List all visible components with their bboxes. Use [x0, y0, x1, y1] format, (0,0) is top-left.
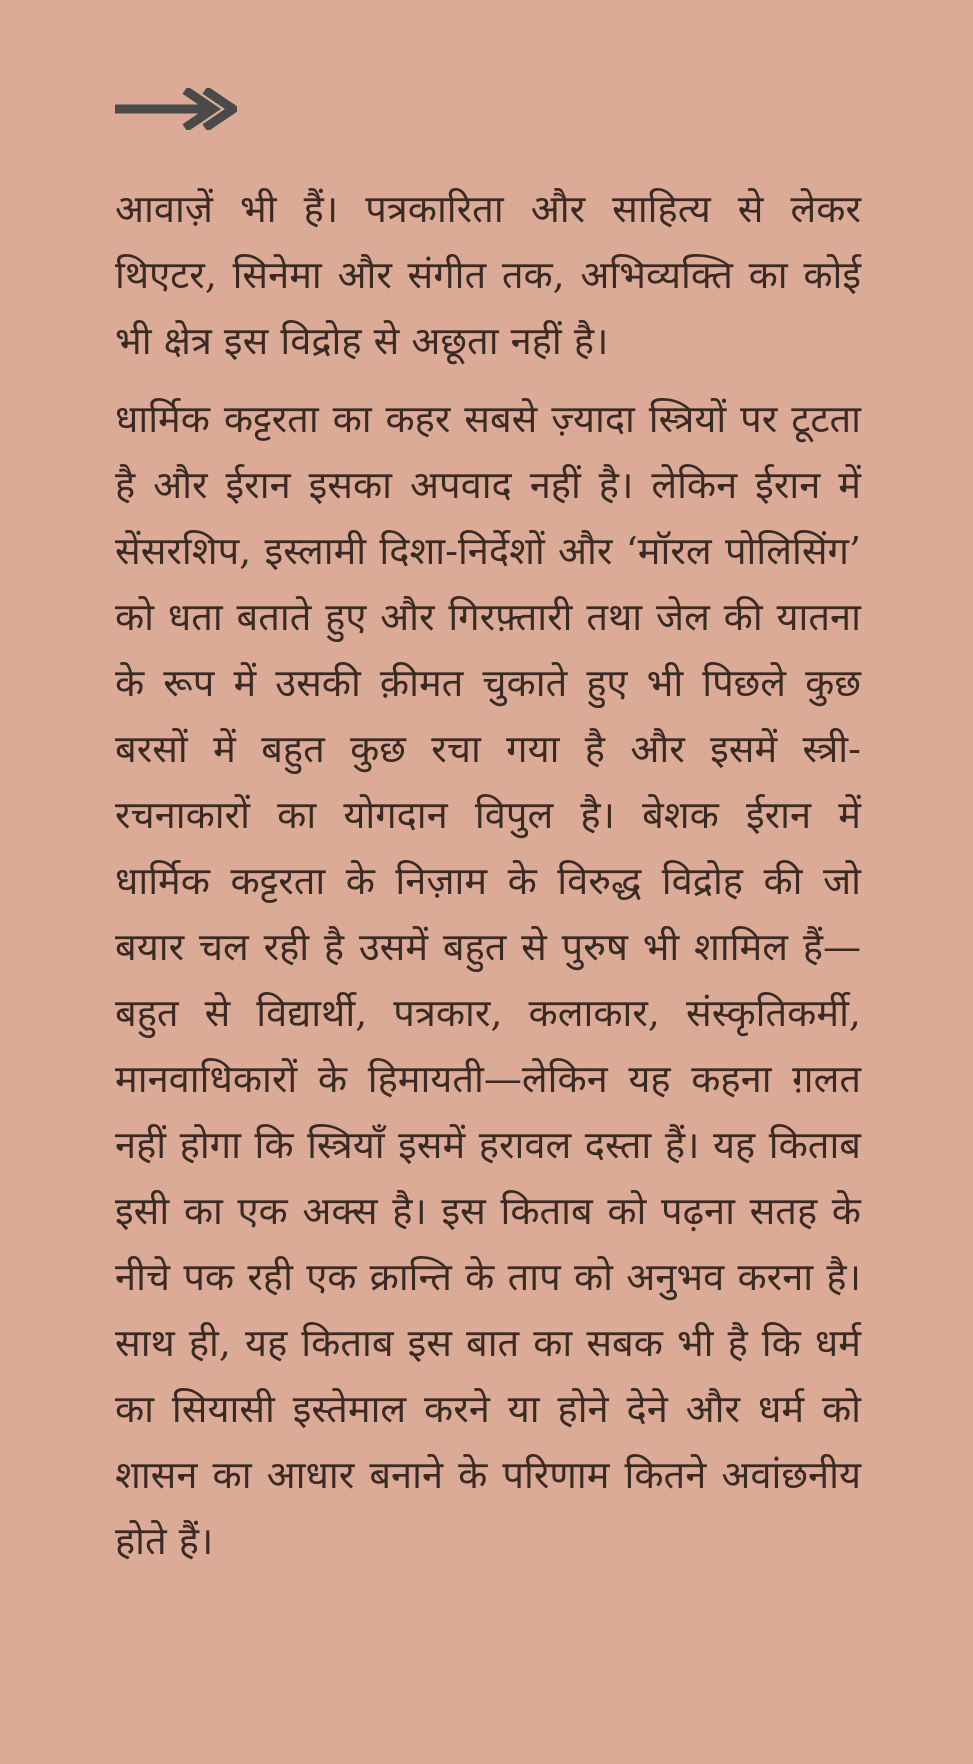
right-arrow-icon — [115, 88, 237, 130]
book-page — [115, 88, 861, 1574]
paragraph-main: धार्मिक कट्टरता का कहर सबसे ज़्यादा स्त्रियों पर टूटता है और ईरान इसका अपवाद नहीं है। लेकिन ईरान में सेंसरशिप, इस्लामी दिशा-निर्देशों और ‘मॉरल पोलिसिंग’ को धता बताते हुए और गिरफ़्तारी तथा जेल की यातना के रूप में उसकी क़ीमत चुकाते हुए भी पिछले कुछ बरसों में बहुत कुछ रचा गया है और इसमें स्त्री-रचनाकारों का योगदान विपुल है। बेशक ईरान में धार्मिक कट्टरता के निज़ाम के विरुद्ध विद्रोह की जो बयार चल रही है उसमें बहुत से पुरुष भी शामिल हैं—बहुत से विद्यार्थी, पत्रकार, कलाकार, संस्कृतिकर्मी, मानवाधिकारों के हिमायती—लेकिन यह कहना ग़लत नहीं होगा कि स्त्रियाँ इसमें हरावल दस्ता हैं। यह किताब इसी का एक अक्स है। इस किताब को पढ़ना सतह के नीचे पक रही एक क्रान्ति के ताप को अनुभव करना है। साथ ही, यह किताब इस बात का सबक भी है कि धर्म का सियासी इस्तेमाल करने या होने देने और धर्म को शासन का आधार बनाने के परिणाम कितने अवांछनीय होते हैं। — [115, 397, 861, 1563]
paragraph-continuation: आवाज़ें भी हैं। पत्रकारिता और साहित्य से लेकर थिएटर, सिनेमा और संगीत तक, अभिव्यक्ति का कोई भी क्षेत्र इस विद्रोह से अछूता नहीं है। — [115, 187, 861, 363]
